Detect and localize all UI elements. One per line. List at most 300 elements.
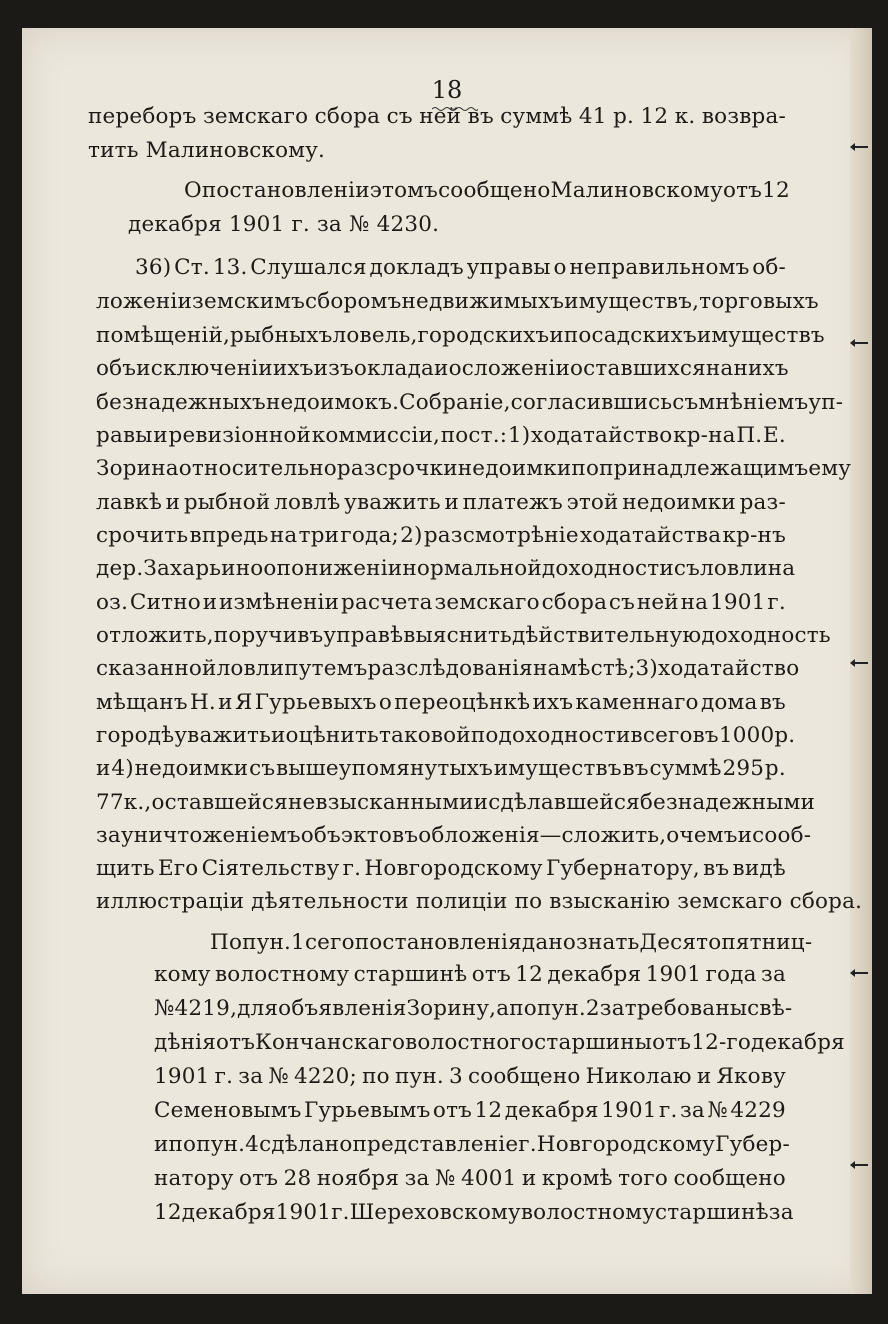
word: мѣстѣ; — [560, 656, 636, 681]
word: уважить — [344, 490, 441, 515]
word: оз. — [96, 590, 129, 615]
word: о — [448, 356, 462, 381]
text-line — [154, 1132, 790, 1157]
word: к., — [123, 790, 152, 815]
word: № — [154, 996, 175, 1021]
word: Зорину, — [406, 996, 497, 1021]
text-line — [210, 930, 813, 955]
word: за — [768, 1200, 794, 1225]
word: съ — [672, 390, 699, 415]
word: переоцѣнкѣ — [394, 690, 531, 715]
word: въ — [703, 856, 730, 881]
word: мнѣніемъ — [698, 390, 809, 415]
word: 4229 — [730, 1098, 786, 1123]
word: оставшихся — [570, 356, 706, 381]
word: и — [473, 790, 489, 815]
word: пун. — [242, 930, 292, 955]
word: р. — [613, 104, 635, 129]
word: расчета — [340, 590, 433, 615]
word: ней — [636, 590, 679, 615]
word: сообщено — [468, 1064, 581, 1089]
word: не — [287, 790, 316, 815]
word: Десятопятниц- — [639, 930, 813, 955]
word: о — [553, 255, 567, 280]
word: и — [444, 490, 459, 515]
word: 77 — [96, 790, 124, 815]
edge-mark — [854, 146, 868, 148]
word: По — [210, 930, 243, 955]
word: разслѣдованія — [367, 656, 533, 681]
word: разсмотрѣніе — [423, 523, 579, 548]
word: на — [532, 656, 561, 681]
word: оставшейся — [151, 790, 288, 815]
word: уп- — [808, 390, 844, 415]
word: Николаю — [585, 1064, 692, 1089]
word: Я — [234, 690, 253, 715]
word: посадскихъ — [563, 323, 697, 348]
word: сооб- — [752, 823, 812, 848]
word: г. — [518, 1132, 537, 1157]
word: недоимокъ. — [265, 390, 400, 415]
word: П. — [736, 423, 763, 448]
word: измѣненіи — [219, 590, 340, 615]
word: а — [496, 996, 510, 1021]
word: 1901 — [154, 1064, 210, 1089]
word: декабря — [181, 1200, 276, 1225]
edge-mark — [854, 662, 868, 664]
word: того — [618, 1166, 669, 1191]
word: каменнаго — [575, 690, 699, 715]
word: доходности — [541, 556, 674, 581]
text-line — [154, 1098, 786, 1123]
word: 4220; — [294, 1064, 357, 1089]
book-page — [22, 28, 872, 1294]
word: срочить — [96, 523, 189, 548]
word: ходатайство — [658, 656, 800, 681]
word: старшинѣ — [655, 1200, 769, 1225]
text-line — [184, 178, 790, 203]
word: Гурьевыхъ — [254, 690, 377, 715]
word: 36) — [135, 255, 172, 280]
word: кому — [154, 962, 211, 987]
word: г. — [214, 1064, 234, 1089]
word: поручивъ — [213, 623, 324, 648]
word: 12 — [515, 962, 543, 987]
word: мѣщанъ — [96, 690, 188, 715]
word: и — [434, 356, 449, 381]
word: Слушался — [250, 255, 367, 280]
word: ловлѣ — [274, 490, 341, 515]
word: видѣ — [732, 856, 786, 881]
word: рыбныхъ — [230, 323, 333, 348]
word: относительно — [178, 456, 337, 481]
word: отложить, — [96, 623, 214, 648]
word: ихъ — [532, 690, 574, 715]
word: въ — [759, 690, 786, 715]
word: сбора — [541, 590, 608, 615]
word: и — [165, 490, 181, 515]
text-line — [154, 1064, 786, 1089]
word: пост.: — [440, 423, 508, 448]
word: щить — [96, 856, 155, 881]
text-line — [154, 1166, 786, 1191]
word: Семеновымъ — [154, 1098, 302, 1123]
word: 28 — [283, 1166, 312, 1191]
word: волостному — [520, 1200, 656, 1225]
word: дер. — [96, 556, 144, 581]
word: вышеупомянутыхъ — [276, 756, 493, 781]
word: г. — [767, 590, 786, 615]
text-line — [96, 690, 786, 715]
word: года; — [340, 523, 399, 548]
word: и — [271, 723, 286, 748]
text-line — [96, 790, 816, 815]
word: ихъ — [272, 356, 314, 381]
text-line — [135, 255, 786, 280]
word: возвра- — [701, 104, 786, 129]
word: ловель, — [332, 323, 418, 348]
word: въ — [467, 104, 494, 129]
word: съ — [673, 556, 701, 581]
word: 295 — [722, 756, 765, 781]
word: о — [378, 690, 393, 715]
word: сообщено — [673, 1166, 786, 1191]
text-line — [96, 323, 825, 348]
word: Захарьино — [143, 556, 264, 581]
word: № — [707, 1098, 728, 1123]
word: на — [269, 523, 298, 548]
word: и — [153, 423, 168, 448]
word: 4 — [245, 1132, 260, 1157]
word: постановленіи — [201, 178, 370, 203]
word: Н. — [189, 690, 216, 715]
word: 12 — [474, 1098, 503, 1123]
word: помѣщеній, — [96, 323, 231, 348]
word: недоимки — [622, 490, 736, 515]
word: Е. — [763, 423, 786, 448]
word: переборъ — [88, 104, 197, 129]
word: 13. — [212, 255, 248, 280]
word: равы — [96, 423, 153, 448]
word: 4001 — [460, 1166, 517, 1191]
word: и — [202, 590, 218, 615]
word: 1000 — [718, 723, 775, 748]
word: раз- — [739, 490, 786, 515]
text-line — [96, 490, 786, 515]
word: декабря — [547, 962, 642, 987]
word: ноября — [316, 1166, 400, 1191]
edge-mark — [854, 342, 868, 344]
word: уничтоженіемъ — [120, 823, 301, 848]
word: сказанной — [96, 656, 217, 681]
word: пун. — [536, 996, 586, 1021]
word: недвижимыхъ — [401, 289, 565, 314]
word: сборомъ — [305, 289, 402, 314]
word: и — [696, 1064, 712, 1089]
word: старшинѣ — [353, 962, 468, 987]
word: Новгородскому — [536, 1132, 716, 1157]
word: дѣнія — [154, 1030, 216, 1055]
word: 12 — [640, 104, 669, 129]
word: о — [666, 823, 680, 848]
word: 2 — [585, 996, 600, 1021]
word: Гурьевымъ — [303, 1098, 431, 1123]
word: суммѣ — [649, 756, 722, 781]
word: за — [680, 1098, 705, 1123]
text-line — [96, 356, 789, 381]
text-line — [88, 104, 786, 129]
page-number: 18 — [431, 76, 463, 104]
text-line: декабря 1901 г. за № 4230. — [128, 212, 440, 237]
word: 1) — [507, 423, 531, 448]
word: г. — [331, 1200, 350, 1225]
word: знать — [576, 930, 640, 955]
word: Сіятельству — [201, 856, 340, 881]
word: 4) — [111, 756, 134, 781]
word: съ — [386, 104, 413, 129]
word: оцѣнить — [285, 723, 379, 748]
text-line — [96, 856, 786, 881]
word: постановленія — [354, 930, 522, 955]
word: отъ — [215, 1030, 256, 1055]
text-line — [96, 623, 831, 648]
word: этой — [566, 490, 619, 515]
word: принадлежащимъ — [599, 456, 809, 481]
word: г. — [659, 1098, 678, 1123]
word: о — [263, 556, 277, 581]
word: за — [238, 1064, 264, 1089]
word: волостного — [405, 1030, 535, 1055]
word: на — [705, 356, 734, 381]
word: взысканными — [315, 790, 474, 815]
word: Губер- — [715, 1132, 790, 1157]
word: сдѣлавшейся — [488, 790, 640, 815]
word: неправильномъ — [569, 255, 750, 280]
word: и — [521, 1166, 537, 1191]
word: управы — [466, 255, 551, 280]
word: земскаго — [202, 104, 309, 129]
text-line — [96, 390, 844, 415]
word: 3 — [449, 1064, 463, 1089]
word: для — [237, 996, 279, 1021]
word: 12 — [762, 178, 790, 203]
word: отъ — [432, 1098, 473, 1123]
word: Новгородскому — [364, 856, 543, 881]
word: О — [184, 178, 202, 203]
word: объ — [96, 356, 137, 381]
word: 4219, — [174, 996, 238, 1021]
word: 2) — [400, 523, 423, 548]
word: кр-на — [673, 423, 736, 448]
word: за — [96, 823, 121, 848]
word: земскимъ — [192, 289, 306, 314]
word: докладъ — [369, 255, 464, 280]
word: чемъ — [679, 823, 738, 848]
word: 1901 — [601, 1098, 657, 1123]
word: отъ — [471, 962, 511, 987]
word: дома — [700, 690, 758, 715]
text-line — [154, 962, 786, 987]
word: ложеніи — [96, 289, 193, 314]
text-line — [96, 823, 812, 848]
word: безнадежныхъ — [96, 390, 266, 415]
word: к. — [674, 104, 696, 129]
word: за — [761, 962, 786, 987]
word: торговыхъ — [699, 289, 819, 314]
word: выяснить — [403, 623, 512, 648]
word: безнадежными — [639, 790, 816, 815]
word: ловли — [216, 656, 285, 681]
word: доходность — [701, 623, 831, 648]
word: пун. — [196, 1132, 246, 1157]
word: волостному — [214, 962, 350, 987]
word: ему — [808, 456, 852, 481]
word: городѣ — [96, 723, 175, 748]
word: разсрочки — [336, 456, 458, 481]
word: свѣ- — [747, 996, 793, 1021]
word: съ — [249, 756, 276, 781]
text-line — [96, 456, 852, 481]
word: отъ — [652, 1030, 692, 1055]
word: сбора — [314, 104, 381, 129]
word: рыбной — [183, 490, 271, 515]
word: оклада — [353, 356, 435, 381]
word: впредь — [189, 523, 269, 548]
word: уважить — [174, 723, 272, 748]
word: объэктовъ — [300, 823, 419, 848]
word: недоимки — [134, 756, 249, 781]
word: земскаго — [434, 590, 540, 615]
word: согласившись — [510, 390, 673, 415]
word: ней — [419, 104, 462, 129]
word: Его — [157, 856, 199, 881]
word: ревизіонной — [168, 423, 312, 448]
word: и — [549, 323, 564, 348]
word: за — [404, 1166, 430, 1191]
word: Зорина — [96, 456, 179, 481]
word: по — [470, 723, 499, 748]
text-line — [154, 996, 793, 1021]
word: недоимки — [457, 456, 572, 481]
word: затребованы — [599, 996, 748, 1021]
word: лавкѣ — [96, 490, 162, 515]
text-line: иллюстраціи дѣятельности полиціи по взысканію земскаго сбора. — [96, 889, 863, 914]
word: сообщено — [438, 178, 551, 203]
text-line — [96, 723, 796, 748]
word: декабря — [504, 1098, 599, 1123]
word: сдѣлано — [259, 1132, 353, 1157]
edge-mark — [854, 1164, 868, 1166]
word: отъ — [722, 178, 763, 203]
text-line: тить Малиновскому. — [88, 138, 326, 163]
text-line — [96, 289, 819, 314]
word: ловли — [700, 556, 768, 581]
word: 1 — [291, 930, 305, 955]
word: объявленія — [278, 996, 407, 1021]
word: 41 — [578, 104, 607, 129]
word: имуществъ — [696, 323, 825, 348]
word: по — [571, 456, 600, 481]
word: отъ — [239, 1166, 279, 1191]
word: Губернатору, — [545, 856, 700, 881]
word: имуществъ — [493, 756, 622, 781]
word: № — [434, 1166, 456, 1191]
text-line — [154, 1030, 845, 1055]
word: 1901 — [645, 962, 702, 987]
word: года — [705, 962, 757, 987]
word: Ст. — [174, 255, 210, 280]
word: № — [268, 1064, 289, 1089]
word: 1901 — [275, 1200, 332, 1225]
word: на — [767, 556, 796, 581]
word: въ — [622, 756, 649, 781]
word: натору — [154, 1166, 234, 1191]
word: сложеніи — [461, 356, 571, 381]
word: 1901 — [710, 590, 766, 615]
text-line — [96, 656, 800, 681]
word: исключеніи — [136, 356, 273, 381]
word: 12 — [154, 1200, 182, 1225]
text-line — [96, 523, 786, 548]
word: всего — [630, 723, 693, 748]
word: Малиновскому — [550, 178, 723, 203]
word: управѣ — [323, 623, 404, 648]
word: ходатайства — [580, 523, 722, 548]
word: 12-го — [691, 1030, 752, 1055]
word: Шереховскому — [349, 1200, 521, 1225]
word: по — [509, 996, 537, 1021]
word: таковой — [378, 723, 471, 748]
word: декабря — [751, 1030, 845, 1055]
word: кромѣ — [541, 1166, 613, 1191]
word: дѣйствительную — [511, 623, 702, 648]
word: съ — [608, 590, 636, 615]
word: городскихъ — [417, 323, 550, 348]
text-line — [96, 423, 786, 448]
word: доходности — [498, 723, 631, 748]
word: платежъ — [462, 490, 563, 515]
text-line — [96, 556, 796, 581]
word: Собраніе, — [399, 390, 511, 415]
word: Кончанскаго — [255, 1030, 406, 1055]
word: пун. — [394, 1064, 444, 1089]
word: и — [96, 756, 111, 781]
word: Ситно — [129, 590, 201, 615]
word: р. — [764, 756, 786, 781]
text-line — [154, 1200, 794, 1225]
word: и — [737, 823, 753, 848]
word: на — [680, 590, 709, 615]
word: путемъ — [284, 656, 368, 681]
word: три — [298, 523, 340, 548]
text-line — [96, 590, 786, 615]
word: р. — [774, 723, 796, 748]
word: дано — [521, 930, 577, 955]
word: ходатайство — [531, 423, 673, 448]
word: сего — [304, 930, 355, 955]
word: пониженіи — [276, 556, 403, 581]
word: представленіе — [352, 1132, 519, 1157]
word: нормальной — [402, 556, 542, 581]
word: изъ — [313, 356, 354, 381]
word: 3) — [635, 656, 659, 681]
word: об- — [752, 255, 786, 280]
word: нихъ — [733, 356, 789, 381]
word: по — [168, 1132, 197, 1157]
word: старшины — [534, 1030, 653, 1055]
word: г. — [342, 856, 362, 881]
word: коммиссіи, — [311, 423, 441, 448]
